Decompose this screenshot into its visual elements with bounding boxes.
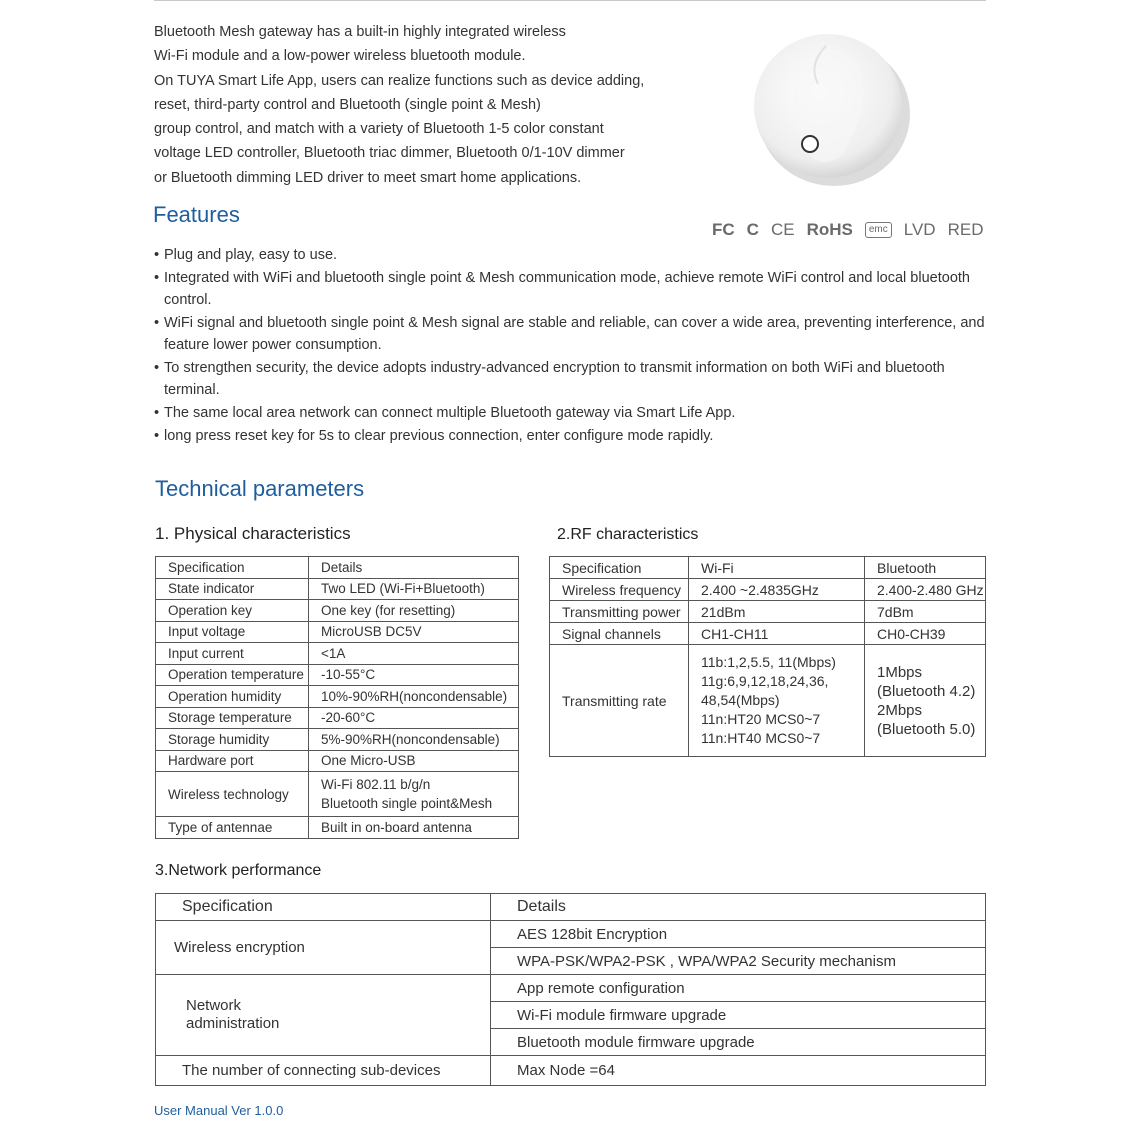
table-row (156, 750, 519, 772)
wifi-rate-cell (689, 645, 865, 757)
c-logo: C (746, 220, 759, 239)
table-row (550, 645, 986, 757)
table-header-cell: Bluetooth (865, 557, 986, 579)
table-row (156, 578, 519, 600)
detail-cell: Wi-Fi module firmware upgrade (491, 1002, 986, 1029)
network-performance-table (155, 893, 986, 1086)
rf-characteristics-title: 2.RF characteristics (557, 526, 699, 543)
list-item: • To strengthen security, the device adopts industry-advanced encryption to transmit information on both WiFi and bluetooth terminal. (154, 357, 994, 401)
rf-characteristics-table (549, 556, 986, 757)
rate-line: 11n:HT20 MCS0~7 (701, 711, 821, 727)
table-row (156, 1056, 986, 1086)
detail-line: Wi-Fi 802.11 b/g/n (321, 777, 431, 792)
detail-cell: 5%-90%RH(noncondensable) (309, 729, 519, 751)
intro-paragraph (154, 20, 674, 190)
detail-cell: One key (for resetting) (309, 600, 519, 622)
wifi-cell: 2.400 ~2.4835GHz (689, 579, 865, 601)
spec-cell: Input voltage (156, 621, 309, 643)
intro-line: Bluetooth Mesh gateway has a built-in highly integrated wireless (154, 24, 566, 40)
spec-cell: Operation temperature (156, 664, 309, 686)
spec-cell: Storage humidity (156, 729, 309, 751)
gateway-product-image (748, 24, 912, 188)
rate-line: (Bluetooth 4.2) (877, 682, 976, 700)
physical-characteristics-title: 1. Physical characteristics (155, 524, 351, 543)
table-header-row (550, 557, 986, 579)
detail-cell: <1A (309, 643, 519, 665)
rate-line: 48,54(Mbps) (701, 692, 780, 708)
list-item: • The same local area network can connect multiple Bluetooth gateway via Smart Life App. (154, 402, 994, 424)
rate-line: 2Mbps (877, 701, 923, 719)
spec-line: Network (186, 997, 242, 1014)
table-row (156, 621, 519, 643)
detail-cell: App remote configuration (491, 975, 986, 1002)
detail-cell: One Micro-USB (309, 750, 519, 772)
spec-cell: Operation key (156, 600, 309, 622)
detail-cell: AES 128bit Encryption (491, 921, 986, 948)
wifi-cell: 21dBm (689, 601, 865, 623)
spec-cell (156, 975, 491, 1056)
table-row (550, 601, 986, 623)
list-item: • Plug and play, easy to use. (154, 244, 994, 266)
certification-logos (712, 220, 983, 240)
spec-cell: Storage temperature (156, 707, 309, 729)
table-row (156, 664, 519, 686)
table-header-cell: Specification (156, 894, 491, 921)
spec-cell: Hardware port (156, 750, 309, 772)
rate-line: 11b:1,2,5.5, 11(Mbps) (701, 654, 836, 670)
footer-version: User Manual Ver 1.0.0 (154, 1103, 284, 1118)
spec-cell: Input current (156, 643, 309, 665)
physical-characteristics-table (155, 556, 519, 839)
table-header-cell: Specification (156, 557, 309, 579)
intro-line: or Bluetooth dimming LED driver to meet smart home applications. (154, 169, 582, 186)
spec-cell: Operation humidity (156, 686, 309, 708)
wifi-cell: CH1-CH11 (689, 623, 865, 645)
rate-line: 11n:HT40 MCS0~7 (701, 730, 821, 746)
table-row (156, 707, 519, 729)
detail-cell: -10-55°C (309, 664, 519, 686)
detail-cell: Bluetooth module firmware upgrade (491, 1029, 986, 1056)
table-row (156, 686, 519, 708)
spec-cell: Type of antennae (156, 817, 309, 839)
bluetooth-cell: CH0-CH39 (865, 623, 986, 645)
lvd-logo: LVD (903, 220, 936, 239)
table-header-cell: Wi-Fi (689, 557, 865, 579)
intro-line: Wi-Fi module and a low-power wireless bluetooth module. (154, 48, 526, 65)
table-row (156, 772, 519, 817)
rate-line: (Bluetooth 5.0) (877, 720, 976, 738)
list-item: • Integrated with WiFi and bluetooth single point & Mesh communication mode, achieve remote WiFi control and local bluetooth control. (154, 267, 994, 311)
list-item: • WiFi signal and bluetooth single point & Mesh signal are stable and reliable, can cover a wide area, preventing interference, and feature lower power consumption. (154, 312, 994, 356)
bluetooth-cell: 7dBm (865, 601, 986, 623)
top-rule (154, 0, 986, 1)
intro-line: reset, third-party control and Bluetooth (single point & Mesh) (154, 96, 541, 113)
detail-cell: Max Node =64 (491, 1056, 986, 1086)
table-header-row (156, 557, 519, 579)
bluetooth-rate-cell (865, 645, 986, 757)
table-header-cell: Specification (550, 557, 689, 579)
spec-cell: The number of connecting sub-devices (156, 1056, 491, 1086)
technical-parameters-title: Technical parameters (155, 476, 365, 501)
detail-cell: Built in on-board antenna (309, 817, 519, 839)
fcc-logo: FC (712, 220, 735, 239)
bluetooth-cell: 2.400-2.480 GHz (865, 579, 986, 601)
ce-logo: CE (770, 220, 795, 239)
spec-line: administration (186, 1015, 280, 1032)
detail-cell: -20-60°C (309, 707, 519, 729)
table-row (156, 921, 986, 948)
table-row (156, 600, 519, 622)
table-row (156, 729, 519, 751)
table-row (156, 817, 519, 839)
detail-cell: 10%-90%RH(noncondensable) (309, 686, 519, 708)
emc-logo: emc (865, 222, 892, 238)
spec-cell: Signal channels (550, 623, 689, 645)
features-title: Features (153, 202, 240, 227)
table-row (550, 579, 986, 601)
features-list (154, 244, 994, 448)
detail-cell: Two LED (Wi-Fi+Bluetooth) (309, 578, 519, 600)
rate-line: 1Mbps (877, 663, 923, 681)
table-header-cell: Details (309, 557, 519, 579)
spec-cell: Wireless technology (156, 772, 309, 817)
detail-cell: MicroUSB DC5V (309, 621, 519, 643)
table-row (550, 623, 986, 645)
network-performance-title: 3.Network performance (155, 862, 322, 879)
spec-cell: State indicator (156, 578, 309, 600)
intro-line: On TUYA Smart Life App, users can realize functions such as device adding, (154, 72, 645, 89)
spec-cell: Transmitting power (550, 601, 689, 623)
detail-line: Bluetooth single point&Mesh (321, 796, 493, 811)
table-row (156, 975, 986, 1002)
intro-line: group control, and match with a variety of Bluetooth 1-5 color constant (154, 121, 604, 138)
spec-cell: Transmitting rate (550, 645, 689, 757)
detail-cell (309, 772, 519, 817)
rate-line: 11g:6,9,12,18,24,36, (701, 673, 829, 689)
intro-line: voltage LED controller, Bluetooth triac dimmer, Bluetooth 0/1-10V dimmer (154, 145, 625, 162)
table-header-cell: Details (491, 894, 986, 921)
red-logo: RED (947, 220, 984, 239)
detail-cell: WPA-PSK/WPA2-PSK , WPA/WPA2 Security mechanism (491, 948, 986, 975)
list-item: • long press reset key for 5s to clear previous connection, enter configure mode rapidly. (154, 425, 994, 447)
table-header-row (156, 894, 986, 921)
rohs-logo: RoHS (806, 220, 853, 239)
table-row (156, 643, 519, 665)
spec-cell: Wireless encryption (156, 921, 491, 975)
spec-cell: Wireless frequency (550, 579, 689, 601)
